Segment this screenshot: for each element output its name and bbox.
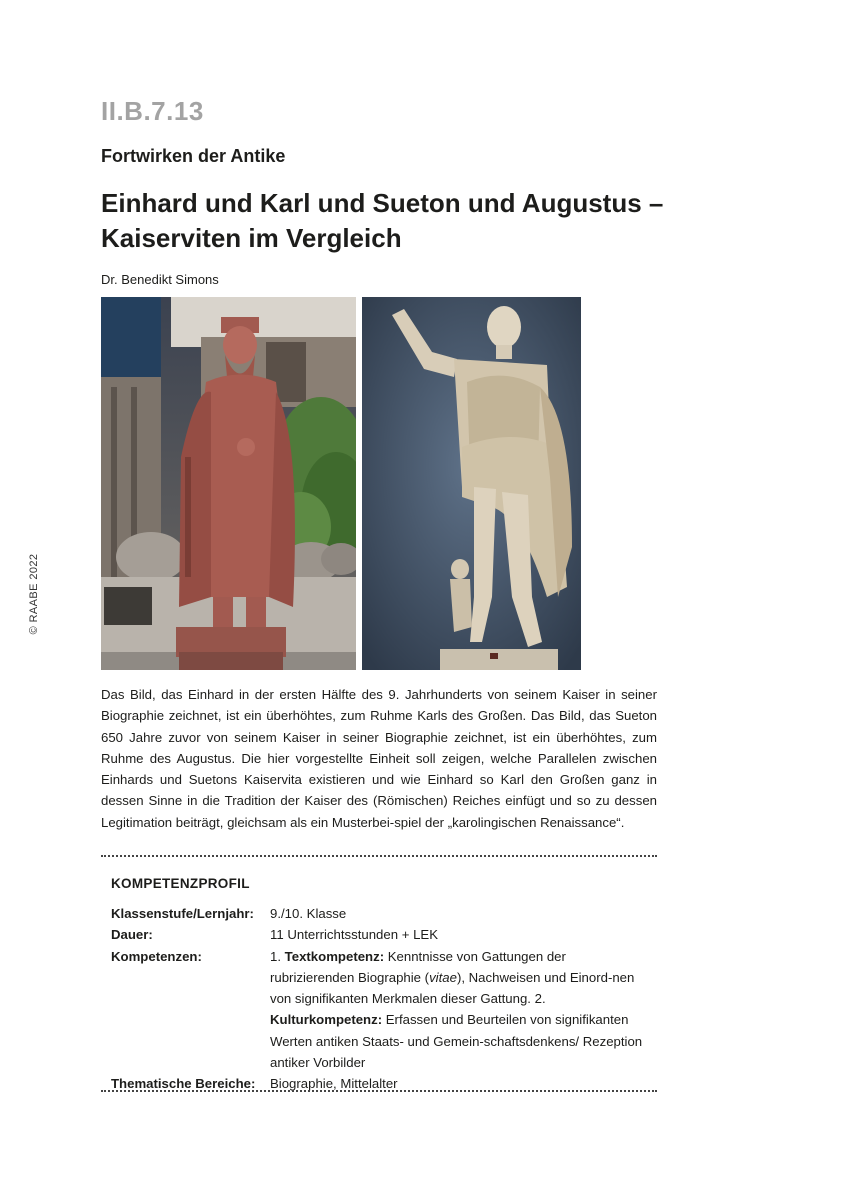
- profile-row-competences: [111, 946, 651, 1074]
- series-title: Fortwirken der Antike: [101, 146, 286, 166]
- comp-text-2: Erfassen und Beurteilen von signifikanten Werten antiken Staats- und Gemein-schaftsdenkens/ Rezeption antiker Vorbilder: [270, 1012, 643, 1071]
- comp-term-text: Textkompetenz:: [284, 948, 385, 964]
- comp-text-1b: ), Nachweisen und Einord-nen von signifikanten Merkmalen dieser Gattung. 2.: [270, 969, 635, 1007]
- unit-code: II.B.7.13: [101, 96, 204, 126]
- charlemagne-statue-image: [101, 297, 356, 670]
- grade-value: 9./10. Klasse: [270, 906, 347, 921]
- comp-text-1a: Kenntnisse von Gattungen der rubrizierenden Biographie (: [270, 948, 566, 985]
- copyright-note: © RAABE 2022: [28, 553, 40, 635]
- competences-label: Kompetenzen:: [111, 948, 202, 964]
- profile-row-duration: [111, 924, 651, 945]
- grade-label: Klassenstufe/Lernjahr:: [111, 906, 254, 921]
- topics-value: Biographie, Mittelalter: [270, 1076, 398, 1092]
- title-line-2: Kaiserviten im Vergleich: [101, 223, 402, 253]
- author: Dr. Benedikt Simons: [101, 272, 219, 287]
- divider-bottom: [101, 1090, 657, 1092]
- augustus-statue-image: [362, 297, 581, 670]
- page-title: [101, 186, 701, 256]
- comp-prefix-1: 1.: [270, 948, 285, 964]
- duration-label: Dauer:: [111, 927, 153, 943]
- divider-top: [101, 855, 657, 857]
- competence-profile-table: [111, 903, 651, 1095]
- intro-paragraph: Das Bild, das Einhard in der ersten Hälfte des 9. Jahrhunderts von seinem Kaiser in seiner Biographie zeichnet, ist ein überhöhtes, zum Ruhme Karls des Großen. Das Bild, das Sueton 650 Jahre zuvor von seinem Kaiser in seiner Biographie zeichnet, ist ein überhöhtes, zum Ruhme des Augustus. Die hier vorgestellte Einheit soll zeigen, welche Parallelen zwischen Einhards und Suetons Kaiservita existieren und wie Einhard so Karl den Großen ganz in dessen Sinne in die Tradition der Kaiser des (Römischen) Reiches einfügt und so zu dessen Legitimation beiträgt, gleichsam als ein Musterbei-spiel der „karolingischen Renaissance“.: [101, 687, 657, 830]
- competence-profile-heading: KOMPETENZPROFIL: [111, 876, 250, 891]
- topics-label: Thematische Bereiche:: [111, 1076, 256, 1092]
- title-line-1: Einhard und Karl und Sueton und Augustus –: [101, 188, 664, 218]
- profile-row-grade: [111, 903, 651, 924]
- comp-italic-vitae: vitae: [429, 969, 457, 985]
- comp-term-culture: Kulturkompetenz:: [270, 1012, 383, 1028]
- competences-value: [270, 946, 651, 1074]
- duration-value: 11 Unterrichtsstunden + LEK: [270, 927, 438, 943]
